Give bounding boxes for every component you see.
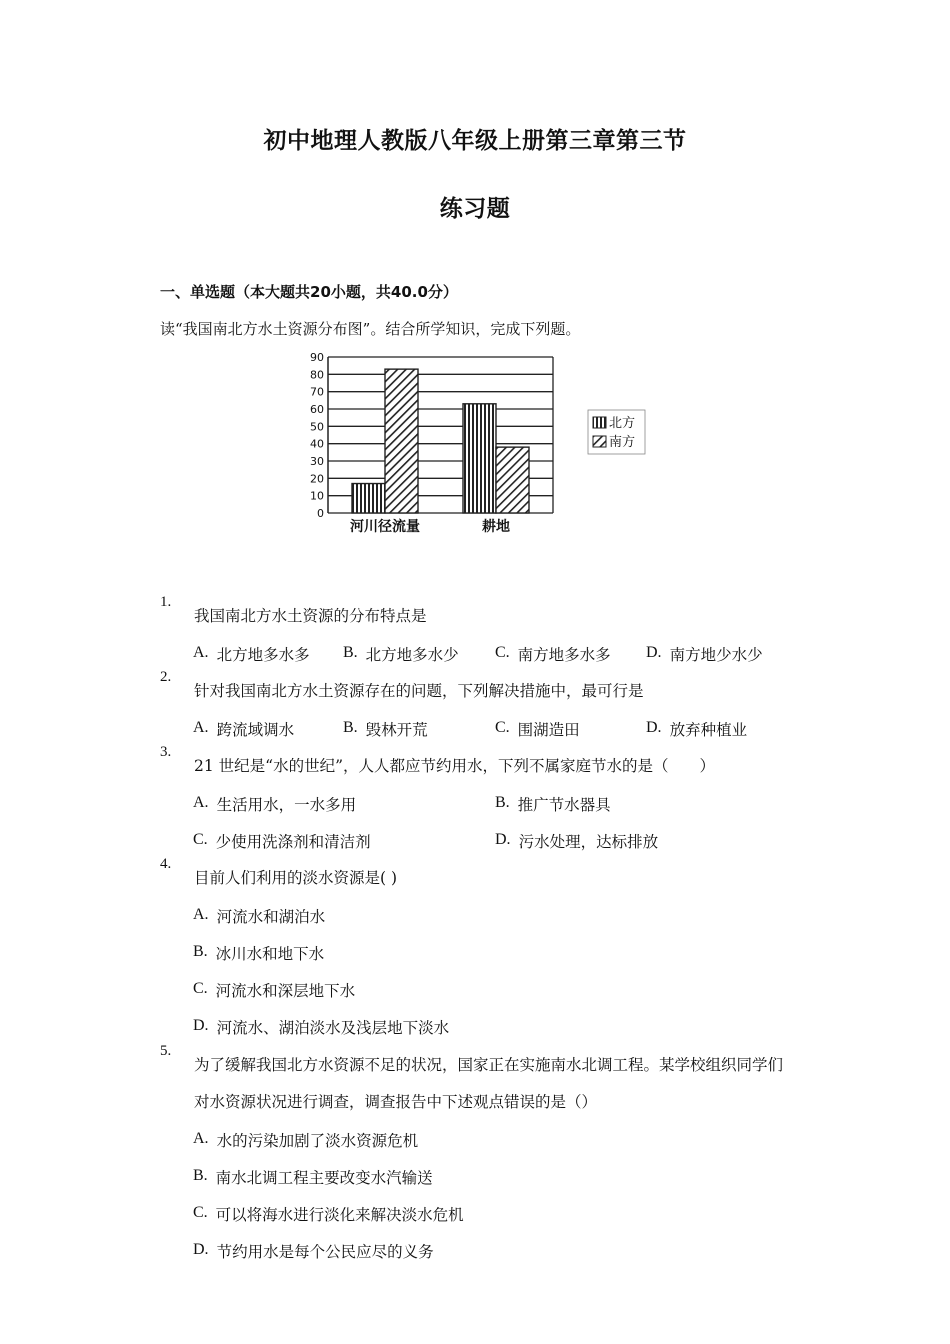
option-text: 河流水和深层地下水: [215, 982, 356, 1000]
option-text: 推广节水器具: [517, 796, 611, 814]
option-text: 可以将海水进行淡化来解决淡水危机: [215, 1206, 464, 1224]
section-heading: [160, 281, 458, 302]
x-category-label: 河川径流量: [350, 519, 420, 535]
bar-south-1: [496, 447, 529, 513]
answer-option: [193, 830, 371, 852]
option-text: 河流水、湖泊淡水及浅层地下淡水: [216, 1019, 450, 1037]
answer-option: [646, 643, 763, 665]
answer-option: [495, 718, 580, 740]
bar-north-1: [463, 404, 496, 513]
option-text: 水的污染加剧了淡水资源危机: [216, 1132, 419, 1150]
option-letter: B.: [495, 794, 510, 811]
answer-option: [193, 1203, 464, 1225]
option-letter: C.: [495, 644, 510, 661]
option-letter: A.: [193, 644, 209, 661]
page-title: 初中地理人教版八年级上册第三章第三节: [263, 128, 687, 154]
option-text: 毁林开荒: [365, 721, 428, 739]
ytick-label: 90: [310, 351, 324, 364]
question-item: [160, 856, 800, 897]
option-text: 生活用水，一水多用: [216, 796, 357, 814]
bar-north-0: [352, 484, 385, 513]
answer-option: [193, 905, 325, 927]
ytick-label: 20: [310, 472, 324, 486]
chart-bars: [352, 369, 529, 513]
option-letter: D.: [646, 644, 662, 661]
option-text: 围湖造田: [517, 721, 580, 739]
answer-option: [193, 1016, 449, 1038]
bar-south-0: [385, 369, 418, 513]
question-number: 3.: [160, 744, 172, 760]
option-text: 北方地多水少: [365, 646, 459, 664]
answer-option: [193, 643, 310, 665]
option-text: 南方地少水少: [669, 646, 763, 664]
question-stem: 21 世纪是“水的世纪”，人人都应节约用水，下列不属家庭节水的是（ ）: [194, 757, 716, 775]
legend-label: 南方: [609, 435, 636, 450]
legend-swatch: [593, 417, 606, 428]
question-item: [160, 744, 800, 785]
section-count: 20: [310, 283, 331, 301]
option-letter: B.: [343, 719, 358, 736]
legend-swatch: [593, 436, 606, 447]
question-number: 4.: [160, 856, 172, 872]
page-subtitle: 练习题: [439, 196, 511, 222]
option-letter: B.: [193, 943, 208, 960]
legend-label: 北方: [609, 416, 636, 431]
option-letter: B.: [193, 1167, 208, 1184]
option-text: 跨流域调水: [216, 721, 295, 739]
answer-option: [343, 718, 428, 740]
section-score: 40.0: [390, 283, 428, 301]
question-item: [160, 594, 800, 635]
option-letter: C.: [193, 1204, 208, 1221]
question-number: 5.: [160, 1043, 172, 1059]
option-text: 节约用水是每个公民应尽的义务: [216, 1243, 434, 1261]
section-prefix: 一、单选题（本大题共: [160, 283, 311, 301]
option-letter: C.: [495, 719, 510, 736]
answer-option: [193, 793, 356, 815]
section-suffix: 分）: [427, 283, 458, 301]
chart-legend: [588, 410, 645, 454]
section-mid: 小题，共: [330, 283, 391, 301]
option-text: 北方地多水多: [216, 646, 310, 664]
answer-option: [193, 718, 294, 740]
option-letter: D.: [193, 1017, 209, 1034]
option-text: 放弃种植业: [669, 721, 748, 739]
question-item: [160, 1043, 800, 1121]
option-letter: D.: [495, 831, 511, 848]
question-stem: 为了缓解我国北方水资源不足的状况，国家正在实施南水北调工程。某学校组织同学们对水资源状况进行调查，调查报告中下述观点错误的是（）: [194, 1056, 784, 1111]
answer-option: [193, 979, 355, 1001]
option-letter: D.: [646, 719, 662, 736]
option-letter: C.: [193, 831, 208, 848]
option-text: 少使用洗涤剂和清洁剂: [215, 833, 371, 851]
answer-option: [646, 718, 747, 740]
answer-option: [193, 1166, 433, 1188]
option-text: 污水处理，达标排放: [518, 833, 659, 851]
answer-option: [193, 1129, 418, 1151]
water-land-chart: [300, 347, 650, 539]
option-text: 南方地多水多: [517, 646, 611, 664]
chart-xlabels: [350, 518, 510, 535]
answer-option: [495, 830, 658, 852]
question-stem: 我国南北方水土资源的分布特点是: [194, 607, 427, 625]
option-letter: A.: [193, 794, 209, 811]
option-letter: A.: [193, 1130, 209, 1147]
option-letter: C.: [193, 980, 208, 997]
question-stem: 针对我国南北方水土资源存在的问题，下列解决措施中，最可行是: [194, 682, 644, 700]
ytick-label: 60: [310, 403, 324, 416]
ytick-label: 70: [310, 385, 324, 399]
ytick-label: 10: [310, 489, 324, 503]
question-stem: 目前人们利用的淡水资源是( ): [194, 869, 398, 887]
answer-option: [495, 793, 611, 815]
option-text: 河流水和湖泊水: [216, 908, 326, 926]
option-text: 南水北调工程主要改变水汽输送: [215, 1169, 433, 1187]
answer-option: [193, 942, 324, 964]
option-letter: A.: [193, 906, 209, 923]
answer-option: [495, 643, 611, 665]
option-letter: B.: [343, 644, 358, 661]
option-text: 冰川水和地下水: [215, 945, 325, 963]
answer-option: [193, 1240, 434, 1262]
x-category-label: 耕地: [482, 519, 510, 535]
ytick-label: 0: [317, 507, 324, 520]
ytick-label: 30: [310, 455, 324, 468]
question-number: 1.: [160, 594, 172, 610]
answer-option: [343, 643, 459, 665]
chart-yticks: [310, 351, 324, 520]
question-item: [160, 669, 800, 710]
ytick-label: 80: [310, 368, 324, 382]
option-letter: D.: [193, 1241, 209, 1258]
question-number: 2.: [160, 669, 172, 685]
ytick-label: 40: [310, 437, 324, 451]
intro-text: 读“我国南北方水土资源分布图”。结合所学知识，完成下列题。: [160, 320, 581, 338]
ytick-label: 50: [310, 420, 324, 434]
option-letter: A.: [193, 719, 209, 736]
